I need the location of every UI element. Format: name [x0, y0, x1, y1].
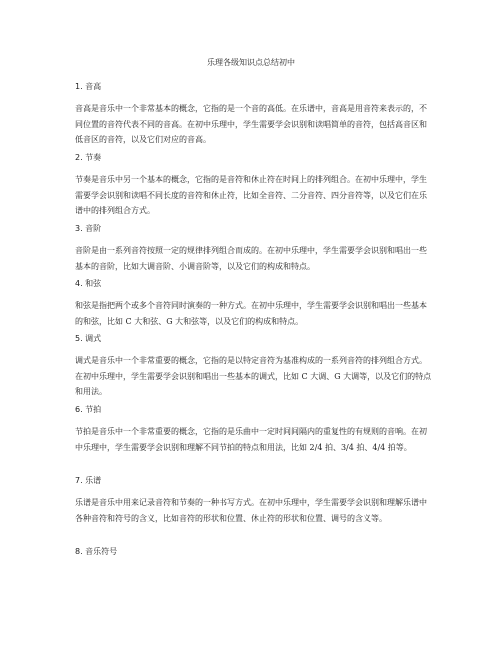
section-paragraph: 节奏是音乐中另一个基本的概念，它指的是音符和休止符在时间上的排列组合。在初中乐理中，学生需要学会识别和读唱不同长度的音符和休止符，比如全音符、二分音符、四分音符等，以及它们在乐谱中的排列组合方式。: [75, 175, 427, 216]
section-heading: 2. 节奏: [75, 153, 102, 162]
section-paragraph: 音阶是由一系列音符按照一定的规律排列组合而成的。在初中乐理中，学生需要学会识别和唱出一些基本的音阶，比如大调音阶、小调音阶等，以及它们的构成和特点。: [75, 246, 427, 271]
section-paragraph: 节拍是音乐中一个非常重要的概念，它指的是乐曲中一定时间间隔内的重复性的有规则的音响。在初中乐理中，学生需要学会识别和理解不同节拍的特点和用法，比如 2/4 拍、3/4 拍、4/4 拍等。: [75, 427, 427, 452]
section-paragraph: 和弦是指把两个或多个音符同时演奏的一种方式。在初中乐理中，学生需要学会识别和唱出一些基本的和弦，比如 C 大和弦、G 大和弦等，以及它们的构成和特点。: [75, 301, 427, 326]
section-paragraph: 调式是音乐中一个非常重要的概念，它指的是以特定音符为基准构成的一系列音符的排列组合方式。在初中乐理中，学生需要学会识别和唱出一些基本的调式，比如 C 大调、G 大调等，以及它们的特点和用法。: [75, 356, 432, 397]
section-meter: [75, 404, 433, 455]
section-rhythm: [75, 152, 433, 219]
section-paragraph: 音高是音乐中一个非常基本的概念，它指的是一个音的高低。在乐谱中，音高是用音符来表示的，不同位置的音符代表不同的音高。在初中乐理中，学生需要学会识别和读唱简单的音符，包括高音区和低音区的音符，以及它们对应的音高。: [75, 104, 427, 145]
section-heading: 4. 和弦: [75, 279, 102, 288]
section-mode: [75, 333, 433, 400]
section-heading: 7. 乐谱: [75, 476, 102, 485]
section-heading: 1. 音高: [75, 82, 102, 91]
section-heading: 5. 调式: [75, 334, 102, 343]
section-chord: [75, 278, 433, 329]
section-score: [75, 475, 433, 526]
document-title: 乐理各级知识点总结初中: [207, 58, 295, 67]
section-heading: 8. 音乐符号: [75, 547, 118, 556]
section-scale: [75, 223, 433, 274]
section-paragraph: 乐谱是音乐中用来记录音符和节奏的一种书写方式。在初中乐理中，学生需要学会识别和理解乐谱中各种音符和符号的含义，比如音符的形状和位置、休止符的形状和位置、调号的含义等。: [75, 498, 427, 523]
section-heading: 6. 节拍: [75, 405, 102, 414]
section-heading: 3. 音阶: [75, 224, 102, 233]
section-music-symbols: [75, 546, 433, 566]
section-pitch: [75, 81, 433, 148]
